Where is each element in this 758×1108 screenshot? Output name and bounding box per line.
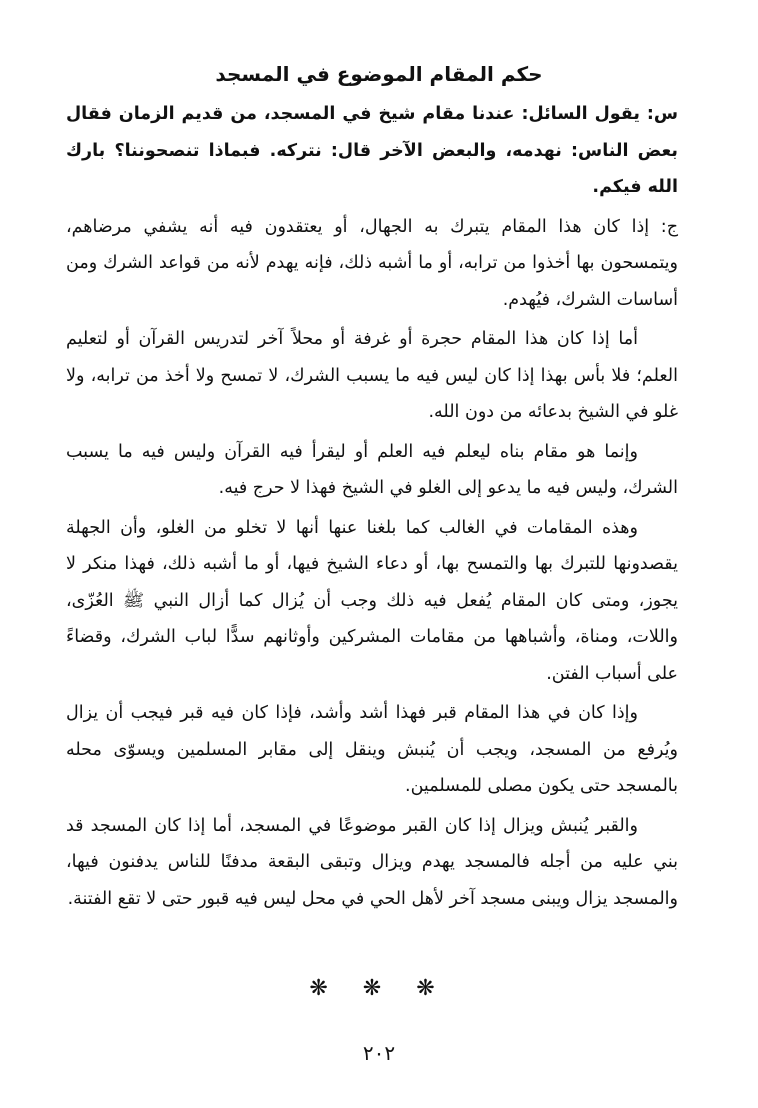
body-paragraph: وإذا كان في هذا المقام قبر فهذا أشد وأشد، فإذا كان فيه قبر فيجب أن يزال ويُرفع من المسجد، ويجب أن يُنبش وينقل إلى مقابر المسلمين ويسوّى محله بالمسجد حتى يكون مصلى للمسلمين.	[66, 703, 678, 796]
body-paragraph: وإنما هو مقام بناه ليعلم فيه العلم أو ليقرأ فيه القرآن وليس فيه ما يسبب الشرك، وليس فيه ما يدعو إلى الغلو في الشيخ فهذا لا حرج فيه.	[66, 441, 678, 498]
body-paragraph: والقبر يُنبش ويزال إذا كان القبر موضوعًا في المسجد، أما إذا كان المسجد قد بني عليه من أجله فالمسجد يهدم ويزال وتبقى البقعة مدفنًا للناس يدفنون فيها، والمسجد يزال ويبنى مسجد آخر لأهل الحي في محل ليس فيه قبور حتى لا تقع الفتنة.	[66, 815, 678, 909]
body-paragraph: وهذه المقامات في الغالب كما بلغنا عنها أنها لا تخلو من الغلو، وأن الجهلة يقصدونها للتبرك بها والتمسح بها، أو دعاء الشيخ فيها، أو ما أشبه ذلك، فهذا منكر لا يجوز، ومتى كان المقام يُفعل فيه ذلك وجب أن يُزال كما أزال النبي ﷺ العُزّى، واللات، ومناة، وأشباهها من مقامات المشركين وأوثانهم سدًّا لباب الشرك، وقضاءً على أسباب الفتن.	[66, 517, 678, 684]
section-separator: ❋ ❋ ❋	[309, 976, 449, 1001]
body-paragraph: أما إذا كان هذا المقام حجرة أو غرفة أو محلاً آخر لتدريس القرآن أو لتعليم العلم؛ فلا بأس بهذا إذا كان ليس فيه ما يسبب الشرك، لا تمسح ولا أخذ من ترابه، ولا غلو في الشيخ بدعائه من دون الله.	[66, 329, 678, 422]
answer-paragraph: ج: إذا كان هذا المقام يتبرك به الجهال، أو يعتقدون فيه أنه يشفي مرضاهم، ويتمسحون بها أخذوا من ترابه، أو ما أشبه ذلك، فإنه يهدم لأنه من قواعد الشرك ومن أساسات الشرك، فيُهدم.	[66, 216, 678, 310]
page-title: حكم المقام الموضوع في المسجد	[215, 62, 543, 86]
question-paragraph: س: يقول السائل: عندنا مقام شيخ في المسجد، من قديم الزمان فقال بعض الناس: نهدمه، والبعض الآخر قال: نتركه. فبماذا تنصحوننا؟ بارك الله فيكم.	[66, 104, 678, 197]
page-number: ٢٠٢	[362, 1041, 396, 1065]
page-body	[66, 96, 678, 920]
